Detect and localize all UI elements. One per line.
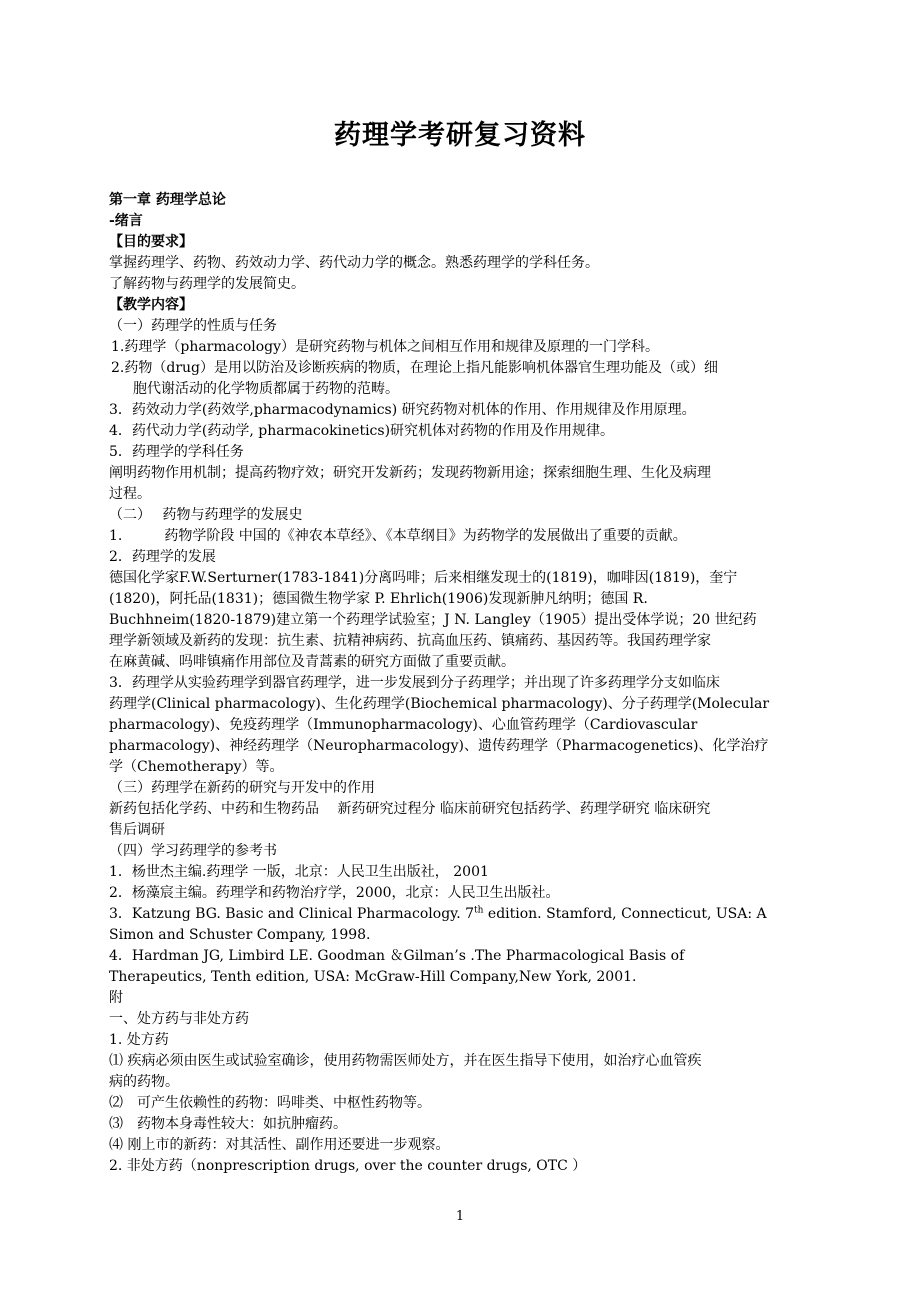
paragraph-line: 病的药物。 (109, 1074, 179, 1090)
goal-line: 了解药物与药理学的发展简史。 (109, 276, 305, 292)
reference-item: Therapeutics, Tenth edition, USA: McGraw-Hill Company,New York, 2001. (109, 969, 637, 985)
paragraph-line: 德国化学家F.W.Serturner(1783-1841)分离吗啡；后来相继发现士的(1819)，咖啡因(1819)，奎宁 (109, 570, 738, 586)
paragraph-line: ⑴ 疾病必须由医生或试验室确诊，使用药物需医师处方，并在医生指导下使用，如治疗心血管疾 (109, 1053, 702, 1069)
paragraph-line: 1. 药物学阶段 中国的《神农本草经》、《本草纲目》为药物学的发展做出了重要的贡献。 (109, 528, 687, 544)
intro-heading: -绪言 (109, 213, 143, 229)
paragraph-line: Buchhneim(1820-1879)建立第一个药理学试验室；J N. Langley（1905）提出受体学说；20 世纪药 (109, 612, 757, 628)
section-heading: 一、处方药与非处方药 (109, 1011, 249, 1027)
document-body (109, 190, 839, 1177)
paragraph-line: 2．药理学的发展 (109, 549, 216, 565)
paragraph-line: 3．药效动力学(药效学,pharmacodynamics) 研究药物对机体的作用、作用规律及作用原理。 (109, 402, 696, 418)
paragraph-line: 2. 非处方药（nonprescription drugs, over the counter drugs, OTC ） (109, 1158, 587, 1174)
paragraph-line: 3．药理学从实验药理学到器官药理学，进一步发展到分子药理学；并出现了许多药理学分支如临床 (109, 675, 720, 691)
paragraph-line: 1.药理学（pharmacology）是研究药物与机体之间相互作用和规律及原理的一门学科。 (111, 339, 660, 355)
goal-line: 掌握药理学、药物、药效动力学、药代动力学的概念。熟悉药理学的学科任务。 (109, 255, 599, 271)
section-heading: （四）学习药理学的参考书 (109, 843, 277, 859)
paragraph-line: 学（Chemotherapy）等。 (109, 759, 284, 775)
paragraph-line: 1. 处方药 (109, 1032, 169, 1048)
paragraph-line: 售后调研 (109, 822, 165, 838)
paragraph-line: pharmacology)、神经药理学（Neuropharmacology)、遗传药理学（Pharmacogenetics)、化学治疗 (109, 738, 769, 754)
paragraph-line: 在麻黄碱、吗啡镇痛作用部位及青蒿素的研究方面做了重要贡献。 (109, 654, 515, 670)
paragraph-line: ⑶ 药物本身毒性较大：如抗肿瘤药。 (109, 1116, 347, 1132)
appendix-heading: 附 (109, 990, 123, 1006)
paragraph-line: 药理学(Clinical pharmacology)、生化药理学(Biochemical pharmacology)、分子药理学(Molecular (109, 696, 770, 712)
document-title: 药理学考研复习资料 (334, 120, 586, 151)
reference-item (109, 904, 839, 925)
paragraph-line: 4．药代动力学(药动学, pharmacokinetics)研究机体对药物的作用及作用规律。 (109, 423, 615, 439)
content-heading: 【教学内容】 (109, 297, 193, 313)
paragraph-line: pharmacology)、免疫药理学（Immunopharmacology)、心血管药理学（Cardiovascular (109, 717, 698, 733)
paragraph-line: 2.药物（drug）是用以防治及诊断疾病的物质，在理论上指凡能影响机体器官生理功能及（或）细 (111, 360, 718, 376)
paragraph-line: 理学新领域及新药的发现：抗生素、抗精神病药、抗高血压药、镇痛药、基因药等。我国药理学家 (109, 633, 711, 649)
goal-heading: 【目的要求】 (109, 234, 193, 250)
paragraph-line: 阐明药物作用机制；提高药物疗效；研究开发新药；发现药物新用途；探索细胞生理、生化及病理 (109, 465, 711, 481)
reference-text: 3．Katzung BG. Basic and Clinical Pharmacology. 7 (109, 906, 475, 922)
reference-item: 2．杨藻宸主编。药理学和药物治疗学，2000，北京：人民卫生出版社。 (109, 885, 560, 901)
reference-item: 4．Hardman JG, Limbird LE. Goodman ＆Gilman’s .The Pharmacological Basis of (109, 948, 685, 964)
reference-item: 1．杨世杰主编.药理学 一版，北京：人民卫生出版社， 2001 (109, 864, 489, 880)
page-number: 1 (455, 1209, 465, 1224)
reference-item: Simon and Schuster Company, 1998. (109, 927, 371, 943)
section-heading: （三）药理学在新药的研究与开发中的作用 (109, 780, 375, 796)
paragraph-line: ⑵ 可产生依赖性的药物：吗啡类、中枢性药物等。 (109, 1095, 431, 1111)
paragraph-line: ⑷ 刚上市的新药：对其活性、副作用还要进一步观察。 (109, 1137, 450, 1153)
paragraph-line: 5．药理学的学科任务 (109, 444, 244, 460)
reference-text: edition. Stamford, Connecticut, USA: A (483, 906, 767, 922)
paragraph-line: 过程。 (109, 486, 151, 502)
superscript: th (474, 905, 484, 916)
paragraph-line: 胞代谢活动的化学物质都属于药物的范畴。 (133, 381, 399, 397)
paragraph-line: (1820)，阿托品(1831)；德国微生物学家 P. Ehrlich(1906)发现新胂凡纳明；德国 R. (109, 591, 648, 607)
section-heading: （一）药理学的性质与任务 (109, 318, 277, 334)
section-heading: （二） 药物与药理学的发展史 (109, 507, 303, 523)
chapter-heading: 第一章 药理学总论 (109, 192, 226, 208)
paragraph-line: 新药包括化学药、中药和生物药品 新药研究过程分 临床前研究包括药学、药理学研究 临床研究 (109, 801, 711, 817)
